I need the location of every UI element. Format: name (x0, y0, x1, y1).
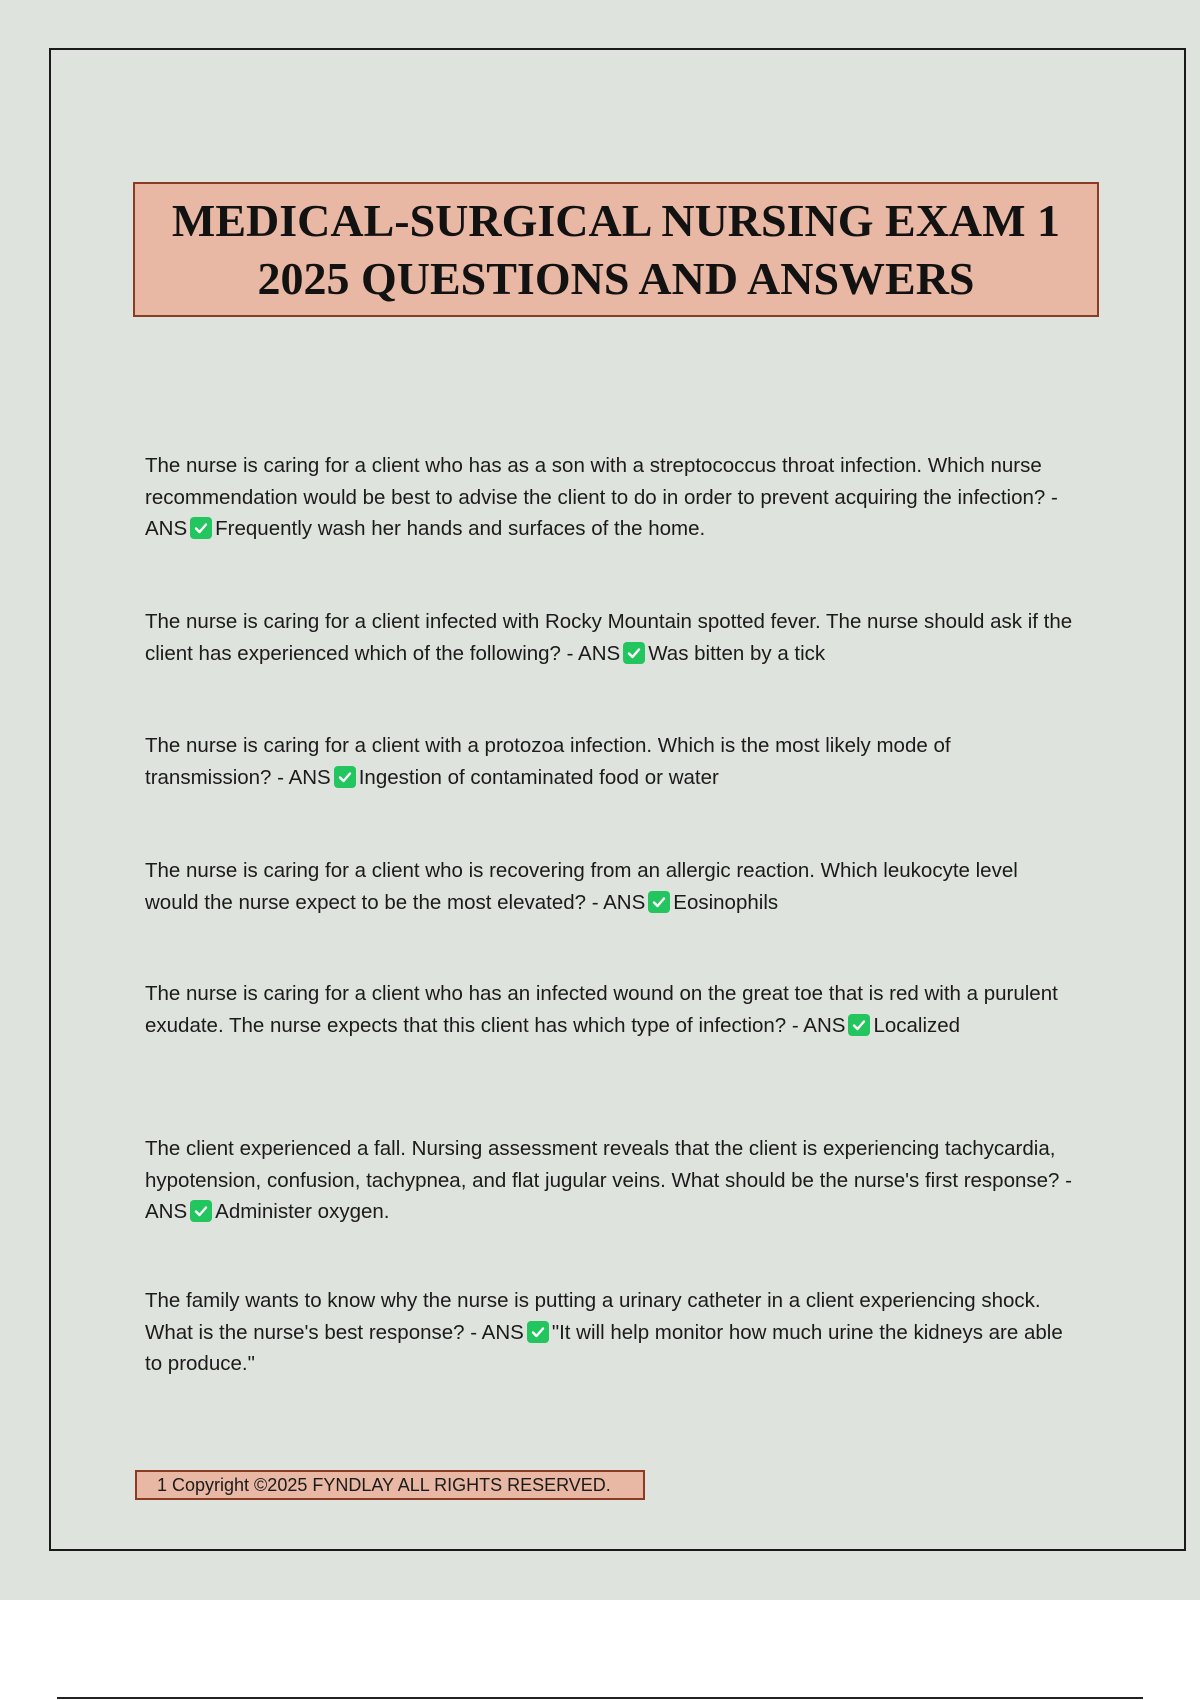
title-line-2: 2025 QUESTIONS AND ANSWERS (257, 252, 975, 304)
answer-marker: - ANS (277, 765, 331, 789)
answer-text: Ingestion of contaminated food or water (358, 765, 719, 789)
answer-marker: - ANS (145, 485, 1058, 540)
question-text: The client experienced a fall. Nursing assessment reveals that the client is experiencing tachycardia, hypotension, confusion, tachypnea, and flat jugular veins. What should be the nurse's first response? (145, 1137, 1060, 1192)
question-text: The nurse is caring for a client who has an infected wound on the great toe that is red with a purulent exudate. The nurse expects that this client has which type of infection? (145, 982, 1058, 1037)
check-mark-icon (623, 642, 645, 664)
answer-marker: - ANS (470, 1320, 524, 1344)
question-text: The nurse is caring for a client infected with Rocky Mountain spotted fever. The nurse should ask if the client has experienced which of the following? (145, 610, 1073, 665)
answer-text: "It will help monitor how much urine the kidneys are able to produce." (145, 1320, 1063, 1375)
question-text: The family wants to know why the nurse is putting a urinary catheter in a client experiencing shock. What is the nurse's best response? (145, 1289, 1041, 1344)
qa-item (145, 1133, 1075, 1228)
check-mark-icon (190, 1200, 212, 1222)
answer-text: Eosinophils (673, 890, 779, 914)
check-mark-icon (848, 1014, 870, 1036)
qa-item (145, 1285, 1075, 1380)
answer-marker: - ANS (145, 1168, 1072, 1223)
qa-item (145, 855, 1075, 918)
answer-marker: - ANS (791, 1013, 846, 1037)
qa-item (145, 730, 1075, 793)
check-mark-icon (648, 891, 670, 913)
answer-text: Administer oxygen. (215, 1200, 390, 1223)
qa-item (145, 606, 1075, 669)
answer-marker: - ANS (566, 641, 621, 665)
question-text: The nurse is caring for a client who has as a son with a streptococcus throat infection. Which nurse recommendation would be best to advise the client to do in order to prevent acquiring the infection? (145, 454, 1046, 509)
answer-text: Localized (873, 1013, 961, 1037)
copyright-footer: 1 Copyright ©2025 FYNDLAY ALL RIGHTS RESERVED. (135, 1470, 645, 1500)
qa-item (145, 450, 1075, 545)
bottom-divider (57, 1697, 1143, 1699)
answer-marker: - ANS (591, 890, 646, 914)
answer-text: Frequently wash her hands and surfaces of the home. (215, 517, 706, 540)
check-mark-icon (527, 1321, 549, 1343)
question-text: The nurse is caring for a client with a protozoa infection. Which is the most likely mode of transmission? (145, 734, 951, 789)
title-line-1: MEDICAL-SURGICAL NURSING EXAM 1 (171, 194, 1061, 246)
check-mark-icon (334, 766, 356, 788)
qa-item (145, 978, 1075, 1041)
title-banner (133, 182, 1099, 317)
question-text: The nurse is caring for a client who is recovering from an allergic reaction. Which leukocyte level would the nurse expect to be the most elevated? (145, 859, 1018, 914)
check-mark-icon (190, 517, 212, 539)
answer-text: Was bitten by a tick (648, 641, 826, 665)
